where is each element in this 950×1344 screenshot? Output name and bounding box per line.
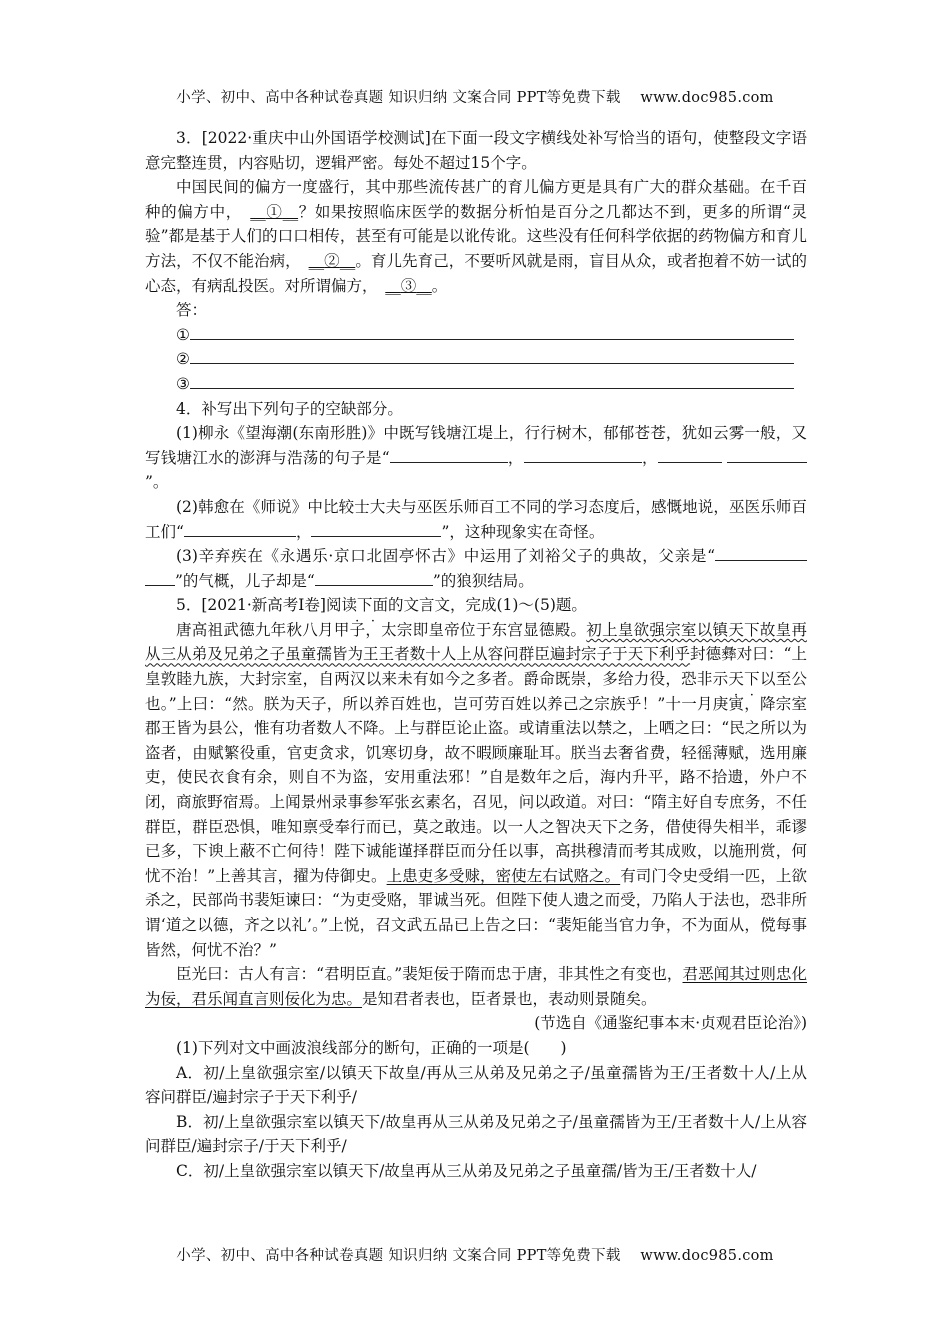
option-b: B．初/上皇欲强宗室以镇天下/故皇再从三从弟及兄弟之子/虽童孺皆为王/王者数十人/上从容问群臣/遍封宗子/于天下利乎/	[145, 1112, 807, 1156]
q3-answer-label: 答：	[176, 301, 208, 320]
q5-stem: 5．[2021·新高考Ⅰ卷]阅读下面的文言文，完成(1)～(5)题。	[176, 596, 587, 615]
fill-blank[interactable]	[390, 446, 508, 463]
q5-commentary: 臣光曰：古人有言：“君明臣直。”裴矩佞于隋而忠于唐，非其性之有变也，君恶闻其过则忠化为佞，君乐闻直言则佞化为忠。是知君者表也，臣者景也，表动则景随矣。	[145, 965, 807, 1008]
q4-sub1: (1)柳永《望海潮(东南形胜)》中既写钱塘江堤上，行行树木，郁郁苍苍，犹如云雾一般，又写钱塘江水的澎湃与浩荡的句子是“ ， ， ”。	[145, 424, 807, 492]
q3-passage-d: 。	[431, 276, 448, 295]
q4-sub2: (2)韩愈在《师说》中比较士大夫与巫医乐师百工不同的学习态度后，感慨地说，巫医乐师百工们“ ， ”，这种现象实在奇怪。	[145, 497, 807, 541]
q3-answer-line-3[interactable]: ③	[145, 372, 807, 397]
q5-passage: 唐高祖武德九年秋八月甲子，太宗即皇帝位于东宫显德殿。初上皇欲强宗室以镇天下故皇再从三从弟及兄弟之子虽童孺皆为王王者数十人上从容问群臣遍封宗子于天下利乎封德彝对曰：“上皇敦睦九族，大封宗室，自两汉以来未有如今之多者。爵命既崇，多给力役，恐非示天下以至公也。”上曰：“然。朕为天子，所以养百姓也，岂可劳百姓以养己之宗族乎！”十一月庚寅，降宗室郡王皆为县公，惟有功者数人不降。上与群臣论止盗。或请重法以禁之，上哂之曰：“民之所以为盗者，由赋繁役重，官吏贪求，饥寒切身，故不暇顾廉耻耳。朕当去奢省费，轻徭薄赋，选用廉吏，使民衣食有余，则自不为盗，安用重法邪！”自是数年之后，海内升平，路不拾遗，外户不闭，商旅野宿焉。上闻景州录事参军张玄素名，召见，问以政道。对曰：“隋主好自专庶务，不任群臣，群臣恐惧，唯知禀受奉行而已，莫之敢违。以一人之智决天下之务，借使得失相半，乖谬已多，下谀上蔽不亡何待！陛下诚能谨择群臣而分任以事，高拱穆清而考其成败，以施刑赏，何忧不治！”上善其言，擢为侍御史。上患吏多受赇，密使左右试赂之。有司门令史受绢一匹，上欲杀之，民部尚书裴矩谏曰：“为吏受赂，罪诚当死。但陛下使人遗之而受，乃陷人于法也，恐非所谓‘道之以德，齐之以礼’。”上悦，召文武五品已上告之曰：“裴矩能当官力争，不为面从，傥每事皆然，何忧不治？”	[145, 620, 807, 959]
page-header: 小学、初中、高中各种试卷真题 知识归纳 文案合同 PPT等免费下载 www.doc985.com	[176, 90, 774, 106]
answer-blank[interactable]	[190, 324, 794, 340]
option-a: A．初/上皇欲强宗室/以镇天下故皇/再从三从弟及兄弟之子/虽童孺皆为王/王者数十人/上从容问群臣/遍封宗子于天下利乎/	[145, 1063, 807, 1107]
q3-blank-3: __③__	[385, 276, 432, 295]
q3-blank-2: __②__	[308, 251, 356, 270]
fill-blank[interactable]	[184, 520, 296, 537]
fill-blank[interactable]	[658, 446, 722, 463]
page-footer: 小学、初中、高中各种试卷真题 知识归纳 文案合同 PPT等免费下载 www.doc985.com	[176, 1248, 774, 1264]
q3-passage-a: 中国民间的偏方一度盛行，其中那些流传甚广的育儿偏方更是具有广大的群众基础。在千百种的偏方中，	[145, 178, 807, 221]
q3-answer-line-1[interactable]: ①	[145, 323, 807, 348]
underlined-sentence-2: 君恶闻其过则忠化为佞，君乐闻直言则佞化为忠。	[145, 965, 807, 1008]
q3-blank-1: __①__	[250, 202, 299, 221]
fill-blank[interactable]	[715, 544, 807, 561]
q5-sub1: (1)下列对文中画波浪线部分的断句，正确的一项是( )	[176, 1038, 567, 1057]
underlined-sentence-1: 上患吏多受赇，密使左右试赂之。	[386, 866, 621, 885]
q3-answer-line-2[interactable]: ②	[145, 347, 807, 372]
q3-passage	[145, 175, 807, 298]
q3-passage-c: 。育儿先育己，不要听风就是雨，盲目从众，或者抱着不妨一试的心态，有病乱投医。对所谓偏方，	[145, 251, 807, 295]
fill-blank[interactable]	[524, 446, 642, 463]
q4-stem: 4．补写出下列句子的空缺部分。	[176, 399, 403, 418]
answer-blank[interactable]	[190, 373, 794, 389]
passage-source: (节选自《通鉴纪事本末·贞观君臣论治》)	[534, 1014, 807, 1033]
q3-stem: 3．[2022·重庆中山外国语学校测试]在下面一段文字横线处补写恰当的语句，使整段文字语意完整连贯，内容贴切，逻辑严密。每处不超过15个字。	[145, 129, 807, 172]
fill-blank[interactable]	[315, 569, 433, 586]
fill-blank[interactable]	[311, 520, 441, 537]
wavy-underlined-text: 初上皇欲强宗室以镇天下故皇再从三从弟及兄弟之子虽童孺皆为王王者数十人上从容问群臣遍封宗子于天下利乎	[145, 620, 807, 664]
answer-blank[interactable]	[190, 348, 794, 364]
q3-passage-b: ？如果按照临床医学的数据分析怕是百分之几都达不到，更多的所谓“灵验”都是基于人们的口口相传，甚至有可能是以讹传讹。这些没有任何科学依据的药物偏方和育儿方法，不仅不能治病，	[145, 202, 807, 270]
fill-blank[interactable]	[727, 446, 807, 463]
fill-blank[interactable]	[145, 569, 175, 586]
option-c: C．初/上皇欲强宗室以镇天下/故皇再从三从弟及兄弟之子虽童孺/皆为王/王者数十人/	[176, 1161, 757, 1180]
document-body	[145, 126, 807, 1184]
q4-sub3: (3)辛弃疾在《永遇乐·京口北固亭怀古》中运用了刘裕父子的典故，父亲是“ ”的气概，儿子却是“ ”的狼狈结局。	[145, 544, 807, 593]
